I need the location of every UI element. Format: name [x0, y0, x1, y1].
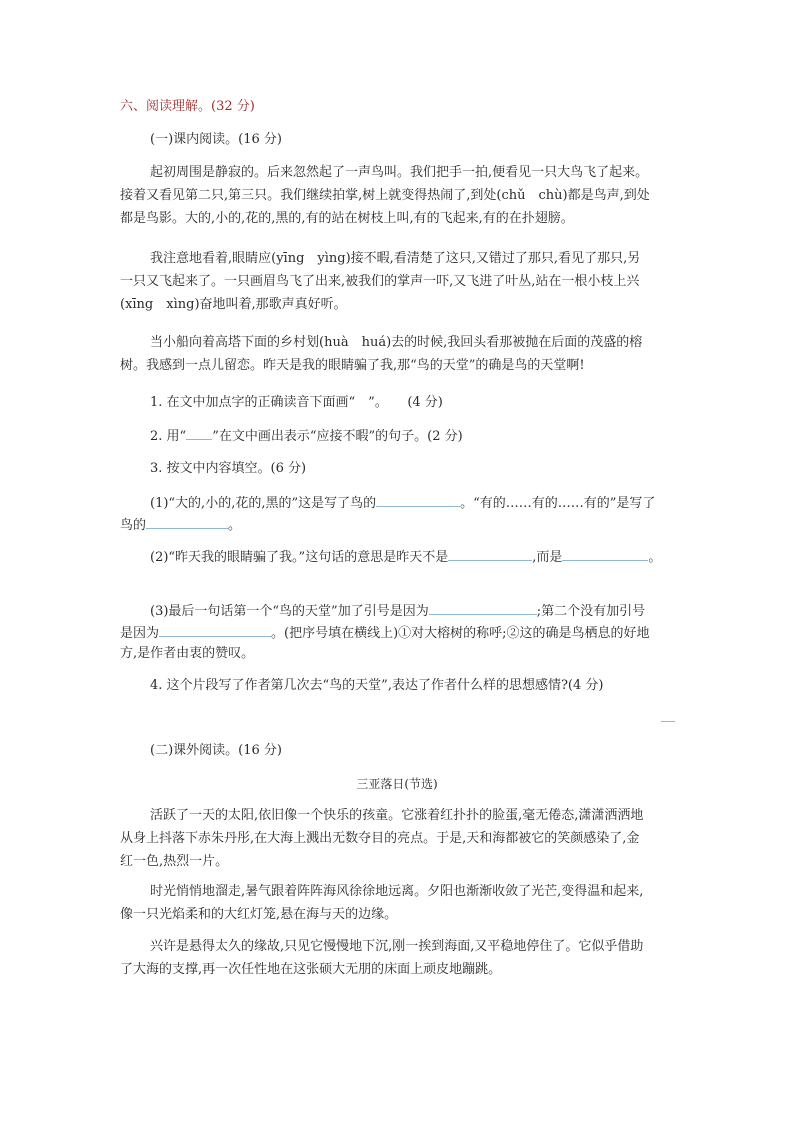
- q2-text-a: 2. 用“: [150, 429, 187, 444]
- q3-3-text-a: (3)最后一句话第一个“鸟的天堂”加了引号是因为: [150, 604, 429, 619]
- question-4: 4. 这个片段写了作者第几次去“鸟的天堂”,表达了作者什么样的思想感情?(4 分): [150, 678, 604, 693]
- q3-3-line-3: 方,是作者由衷的赞叹。: [120, 646, 255, 661]
- q3-3-blank-2[interactable]: [159, 622, 271, 637]
- p2-line-3: (xīng xìng)奋地叫着,那歌声真好听。: [120, 297, 347, 312]
- question-1: 1. 在文中加点字的正确读音下面画“ ”。 (4 分): [150, 395, 443, 410]
- a-p3-line-1: 兴许是悬得太久的缘故,只见它慢慢地下沉,刚一挨到海面,又平稳地停住了。它似乎借助: [150, 939, 644, 954]
- a-p1-line-1: 活跃了一天的太阳,依旧像一个快乐的孩童。它涨着红扑扑的脸蛋,毫无倦态,潇潇洒洒地: [150, 808, 644, 823]
- a-p2-line-1: 时光悄悄地溜走,暑气跟着阵阵海风徐徐地远离。夕阳也渐渐收敛了光芒,变得温和起来,: [150, 884, 644, 899]
- p2-line-1: 我注意地看着,眼睛应(yīng yìng)接不暇,看清楚了这只,又错过了那只,看见了那只,另: [150, 251, 641, 266]
- q3-3-line-2: [120, 622, 650, 644]
- q3-2-blank-2[interactable]: [562, 546, 648, 561]
- q3-1-text-a: (1)“大的,小的,花的,黑的”这是写了鸟的: [150, 496, 377, 511]
- q2-underline-sample: [186, 425, 212, 440]
- q3-3-text-d: 。(把序号填在横线上)①对大榕树的称呼;②这的确是鸟栖息的好地: [271, 626, 650, 641]
- p3-line-1: 当小船向着高塔下面的乡村划(huà huá)去的时候,我回头看那被抛在后面的茂盛的榕: [150, 335, 643, 350]
- p2-line-2: 一只又飞起来了。一只画眉鸟飞了出来,被我们的掌声一吓,又飞进了叶丛,站在一根小枝上兴: [120, 274, 640, 289]
- p3-line-2: 树。我感到一点儿留恋。昨天是我的眼睛骗了我,那“鸟的天堂”的确是鸟的天堂啊!: [120, 358, 585, 373]
- q3-2-text-c: 。: [648, 550, 662, 565]
- p1-line-3: 都是鸟影。大的,小的,花的,黑的,有的站在树枝上叫,有的飞起来,有的在扑翅膀。: [120, 211, 574, 226]
- a-p3-line-2: 了大海的支撑,再一次任性地在这张硕大无朋的床面上顽皮地蹦跳。: [120, 962, 502, 977]
- q4-answer-line[interactable]: [661, 721, 675, 722]
- q3-2-text-a: (2)“昨天我的眼睛骗了我。”这句话的意思是昨天不是: [150, 550, 449, 565]
- article-title: 三亚落日(节选): [356, 777, 438, 791]
- q3-3-text-c: 是因为: [120, 626, 160, 641]
- q2-text-b: ”在文中画出表示“应接不暇”的句子。(2 分): [212, 429, 463, 444]
- q3-3-blank-1[interactable]: [429, 600, 537, 615]
- p1-line-2: 接着又看见第二只,第三只。我们继续拍掌,树上就变得热闹了,到处(chǔ chù)都是鸟声,到处: [120, 188, 650, 203]
- q3-1-text-c: 鸟的: [120, 518, 147, 533]
- q3-1-line-2: [120, 514, 241, 536]
- q3-3-text-b: ;第二个没有加引号: [536, 604, 646, 619]
- a-p1-line-2: 从身上抖落下赤朱丹彤,在大海上溅出无数夺目的亮点。于是,天和海都被它的笑颜感染了,金: [120, 831, 640, 846]
- q3-1-text-d: 。: [228, 518, 242, 533]
- question-3: 3. 按文中内容填空。(6 分): [150, 461, 307, 476]
- a-p1-line-3: 红一色,热烈一片。: [120, 854, 229, 869]
- q3-1-line-1: [150, 492, 655, 514]
- q3-1-text-b: 。“有的……有的……有的”是写了: [460, 496, 656, 511]
- part1-title: (一)课内阅读。(16 分): [150, 132, 282, 147]
- q3-2-text-b: ,而是: [532, 550, 563, 565]
- a-p2-line-2: 像一只光焰柔和的大红灯笼,悬在海与天的边缘。: [120, 907, 398, 922]
- question-2: [150, 425, 463, 447]
- q3-1-blank-1[interactable]: [376, 492, 460, 507]
- part2-title: (二)课外阅读。(16 分): [150, 743, 282, 758]
- p1-line-1: 起初周围是静寂的。后来忽然起了一声鸟叫。我们把手一拍,便看见一只大鸟飞了起来。: [150, 165, 649, 180]
- section-title: 六、阅读理解。(32 分): [120, 99, 255, 114]
- q3-1-blank-2[interactable]: [146, 514, 228, 529]
- q3-2-blank-1[interactable]: [448, 546, 532, 561]
- q3-2-line: [150, 546, 661, 568]
- q3-3-line-1: [150, 600, 645, 622]
